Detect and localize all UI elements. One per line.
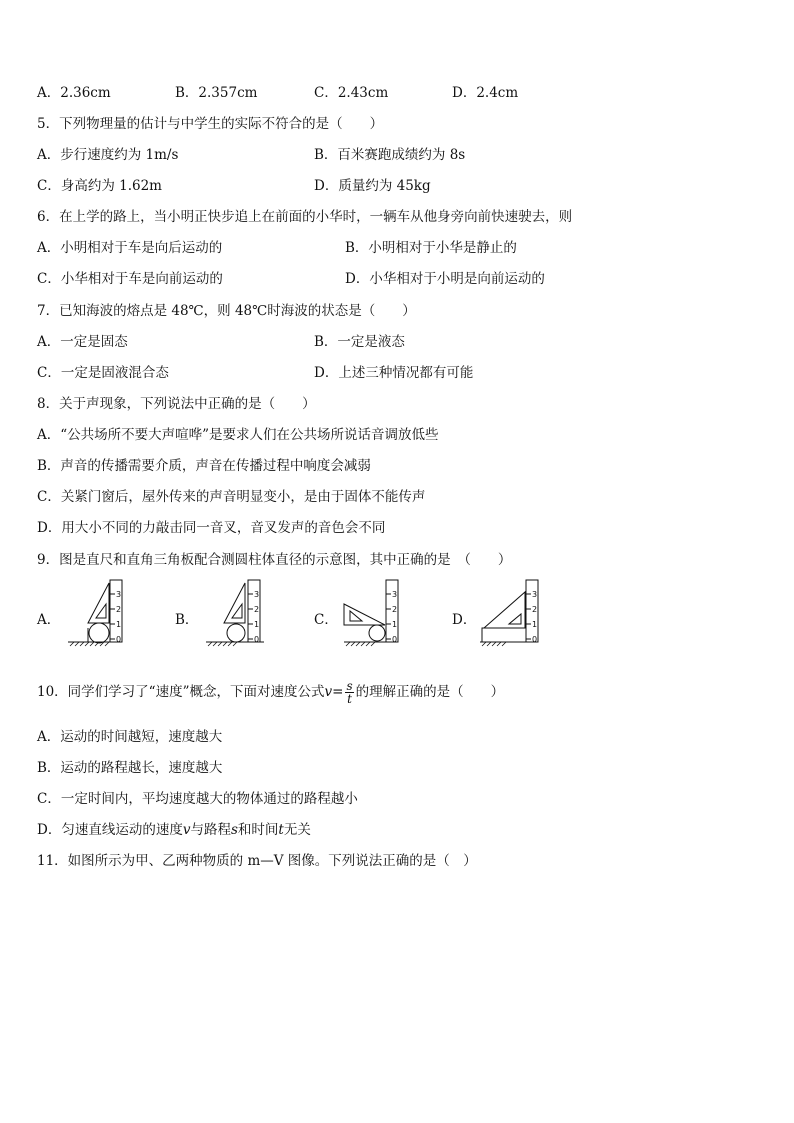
q10-stem-before: 10．同学们学习了“速度”概念，下面对速度公式	[37, 684, 325, 700]
q10-formula-denominator: t	[347, 692, 352, 706]
q10-option-c: C．一定时间内，平均速度越大的物体通过的路程越小	[37, 791, 358, 807]
ruler-tick-0: 0	[116, 635, 122, 644]
ruler-tick-2: 2	[116, 605, 122, 614]
ruler-tick-3: 3	[116, 590, 122, 599]
q10-formula-v: v	[324, 684, 333, 700]
q11-stem: 11．如图所示为甲、乙两种物质的 m—V 图像。下列说法正确的是（ ）	[37, 853, 477, 869]
q6-option-a: A．小明相对于车是向后运动的	[37, 240, 223, 256]
ruler-tick-2: 2	[532, 605, 538, 614]
q9-figure-label-a: A．	[37, 612, 61, 628]
q6-option-d: D．小华相对于小明是向前运动的	[345, 271, 545, 287]
q7-option-c: C．一定是固液混合态	[37, 365, 169, 381]
q10-formula-numerator: s	[346, 679, 353, 693]
q10-option-d-s: s	[230, 822, 238, 838]
ruler-tick-2: 2	[254, 605, 260, 614]
q8-option-b: B．声音的传播需要介质，声音在传播过程中响度会减弱	[37, 458, 371, 474]
q10-stem	[37, 680, 504, 705]
ruler-tick-3: 3	[532, 590, 538, 599]
q7-option-b: B．一定是液态	[314, 334, 405, 350]
q10-formula-eq: =	[332, 684, 344, 700]
ruler-tick-1: 1	[392, 620, 398, 629]
ruler-tick-2: 2	[392, 605, 398, 614]
q10-option-d	[37, 821, 311, 839]
q8-option-c: C．关紧门窗后，屋外传来的声音明显变小，是由于固体不能传声	[37, 489, 426, 505]
q4-option-d: D．2.4cm	[452, 85, 519, 101]
q10-option-a: A．运动的时间越短，速度越大	[37, 729, 223, 745]
q10-option-d-part3: 和时间	[237, 822, 279, 838]
q9-figure-b	[204, 578, 280, 650]
q10-option-d-part2: 与路程	[190, 822, 231, 838]
q5-option-c: C．身高约为 1.62m	[37, 178, 162, 194]
q8-option-a: A．“公共场所不要大声喧哗”是要求人们在公共场所说话音调放低些	[37, 427, 439, 443]
ruler-tick-3: 3	[392, 590, 398, 599]
q10-option-d-t: t	[278, 822, 284, 838]
q9-figure-a	[66, 578, 142, 650]
q8-stem: 8．关于声现象，下列说法中正确的是（ ）	[37, 396, 316, 412]
q9-stem: 9．图是直尺和直角三角板配合测圆柱体直径的示意图，其中正确的是 （ ）	[37, 552, 512, 568]
ruler-tick-1: 1	[116, 620, 122, 629]
q5-option-b: B．百米赛跑成绩约为 8s	[314, 147, 466, 163]
q7-stem: 7．已知海波的熔点是 48℃，则 48℃时海波的状态是（ ）	[37, 303, 416, 319]
q5-option-d: D．质量约为 45kg	[314, 178, 431, 194]
q10-option-b: B．运动的路程越长，速度越大	[37, 760, 223, 776]
q7-option-d: D．上述三种情况都有可能	[314, 365, 474, 381]
ruler-tick-3: 3	[254, 590, 260, 599]
q9-figure-label-c: C．	[314, 612, 338, 628]
q10-option-d-part4: 无关	[283, 822, 311, 838]
q10-stem-after: 的理解正确的是（ ）	[355, 684, 505, 700]
q6-stem: 6．在上学的路上，当小明正快步追上在前面的小华时，一辆车从他身旁向前快速驶去，则	[37, 209, 573, 225]
ruler-tick-0: 0	[254, 635, 260, 644]
q10-option-d-part1: D．匀速直线运动的速度	[37, 822, 183, 838]
ruler-tick-0: 0	[532, 635, 538, 644]
q9-figure-d	[478, 578, 558, 650]
q9-figure-label-d: D．	[452, 612, 477, 628]
ruler-tick-0: 0	[392, 635, 398, 644]
q4-option-c: C．2.43cm	[314, 85, 389, 101]
q10-formula-fraction	[345, 680, 353, 705]
q9-figure-label-b: B．	[175, 612, 199, 628]
q7-option-a: A．一定是固态	[37, 334, 128, 350]
ruler-tick-1: 1	[254, 620, 260, 629]
q10-option-d-v: v	[182, 822, 191, 838]
q9-figure-c	[342, 578, 418, 650]
q4-option-a: A．2.36cm	[37, 85, 111, 101]
ruler-tick-1: 1	[532, 620, 538, 629]
q5-option-a: A．步行速度约为 1m/s	[37, 147, 179, 163]
q4-option-b: B．2.357cm	[175, 85, 258, 101]
q8-option-d: D．用大小不同的力敲击同一音叉，音叉发声的音色会不同	[37, 520, 386, 536]
q6-option-c: C．小华相对于车是向前运动的	[37, 271, 223, 287]
q5-stem: 5．下列物理量的估计与中学生的实际不符合的是（ ）	[37, 116, 384, 132]
q6-option-b: B．小明相对于小华是静止的	[345, 240, 517, 256]
